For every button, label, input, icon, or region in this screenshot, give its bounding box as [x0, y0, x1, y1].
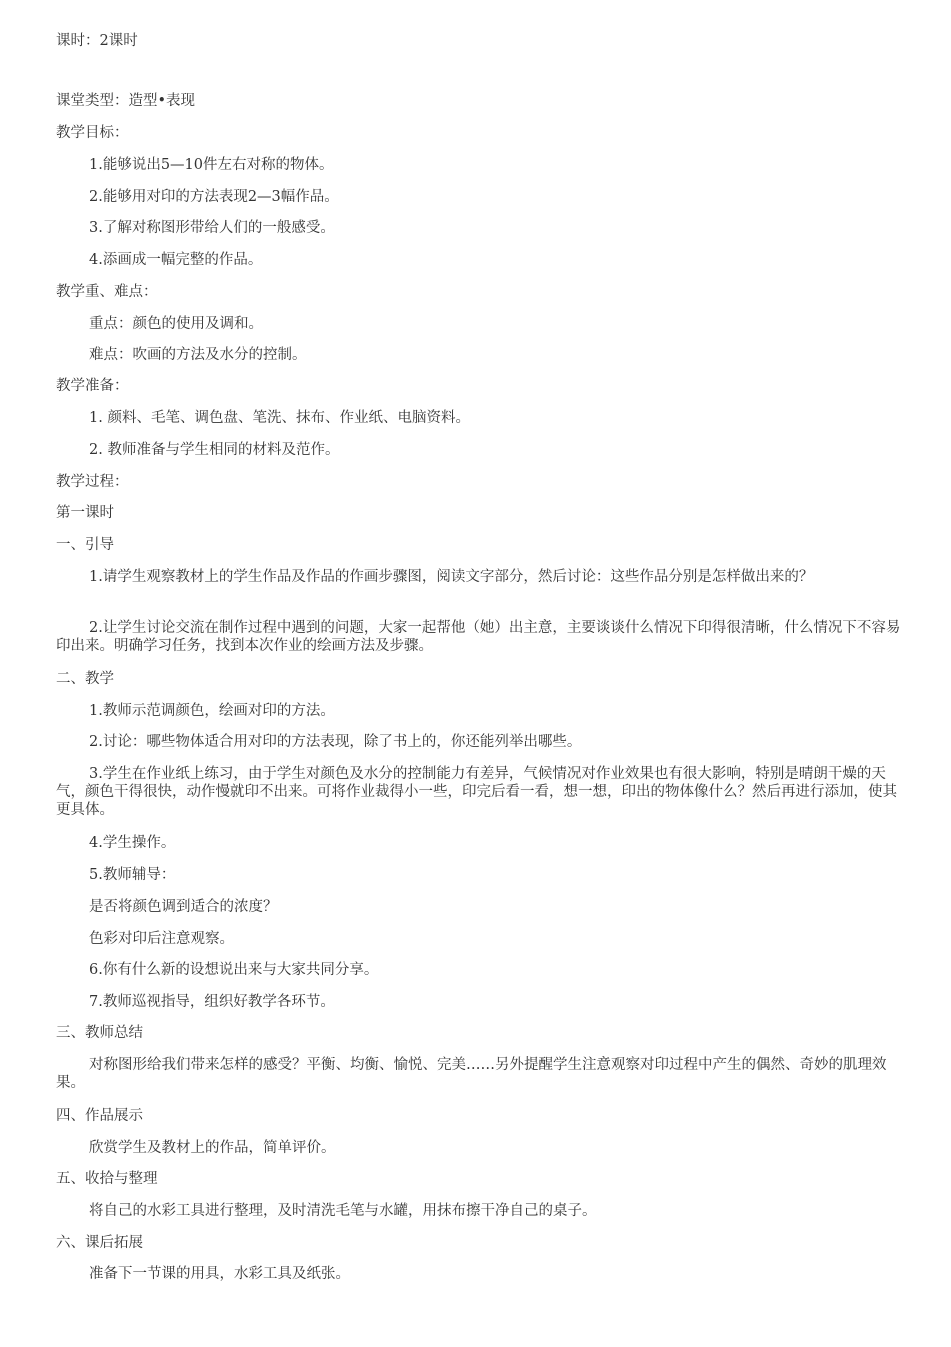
preparation-item: 2. 教师准备与学生相同的材料及范作。: [89, 442, 340, 458]
objective-item: 4.添画成一幅完整的作品。: [89, 252, 263, 268]
preparation-item: 1. 颜料、毛笔、调色盘、笔洗、抹布、作业纸、电脑资料。: [89, 410, 470, 426]
section-title-cleanup: 五、收拾与整理: [56, 1171, 158, 1187]
section-title-teaching: 二、教学: [56, 671, 114, 687]
class-type: 课堂类型：造型•表现: [56, 93, 196, 109]
section-item: 6.你有什么新的设想说出来与大家共同分享。: [89, 962, 379, 978]
section-title-showcase: 四、作品展示: [56, 1108, 143, 1124]
section-title-guide: 一、引导: [56, 537, 114, 553]
section-title-extension: 六、课后拓展: [56, 1235, 143, 1251]
section-text: 将自己的水彩工具进行整理，及时清洗毛笔与水罐，用抹布擦干净自己的桌子。: [89, 1203, 597, 1219]
section-item: 4.学生操作。: [89, 835, 176, 851]
objective-item: 3.了解对称图形带给人们的一般感受。: [89, 220, 335, 236]
section-item: 是否将颜色调到适合的浓度？: [89, 899, 278, 915]
section-text: 对称图形给我们带来怎样的感受？平衡、均衡、愉悦、完美……另外提醒学生注意观察对印过程中产生的偶然、奇妙的肌理效果。: [56, 1057, 887, 1091]
section-item: 5.教师辅导：: [89, 867, 176, 883]
section-item: 2.让学生讨论交流在制作过程中遇到的问题，大家一起帮他（她）出主意，主要谈谈什么情况下印得很清晰，什么情况下不容易印出来。明确学习任务，找到本次作业的绘画方法及步骤。: [56, 620, 901, 654]
class-hours: 课时：2课时: [56, 33, 138, 49]
key-points-heading: 教学重、难点：: [56, 284, 158, 300]
section-title-summary: 三、教师总结: [56, 1025, 143, 1041]
process-heading: 教学过程：: [56, 474, 129, 490]
key-point: 重点：颜色的使用及调和。: [89, 316, 263, 332]
lesson-one-heading: 第一课时: [56, 505, 114, 521]
section-item: 色彩对印后注意观察。: [89, 931, 234, 947]
section-item: 1.请学生观察教材上的学生作品及作品的作画步骤图，阅读文字部分，然后讨论：这些作品分别是怎样做出来的？: [89, 569, 814, 585]
section-item: 2.讨论：哪些物体适合用对印的方法表现，除了书上的，你还能列举出哪些。: [89, 734, 582, 750]
section-text: 准备下一节课的用具，水彩工具及纸张。: [89, 1266, 350, 1282]
difficult-point: 难点：吹画的方法及水分的控制。: [89, 347, 307, 363]
objective-item: 1.能够说出5—10件左右对称的物体。: [89, 157, 334, 173]
objective-item: 2.能够用对印的方法表现2—3幅作品。: [89, 189, 339, 205]
objectives-heading: 教学目标：: [56, 125, 129, 141]
section-item: 7.教师巡视指导，组织好教学各环节。: [89, 994, 335, 1010]
preparation-heading: 教学准备：: [56, 378, 129, 394]
section-item: 1.教师示范调颜色，绘画对印的方法。: [89, 703, 335, 719]
section-item: 3.学生在作业纸上练习，由于学生对颜色及水分的控制能力有差异，气候情况对作业效果也有很大影响，特别是晴朗干燥的天气，颜色干得很快，动作慢就印不出来。可将作业裁得小一些，印完后看一看，想一想，印出的物体像什么？然后再进行添加，使其更具体。: [56, 766, 897, 818]
section-text: 欣赏学生及教材上的作品，简单评价。: [89, 1140, 336, 1156]
